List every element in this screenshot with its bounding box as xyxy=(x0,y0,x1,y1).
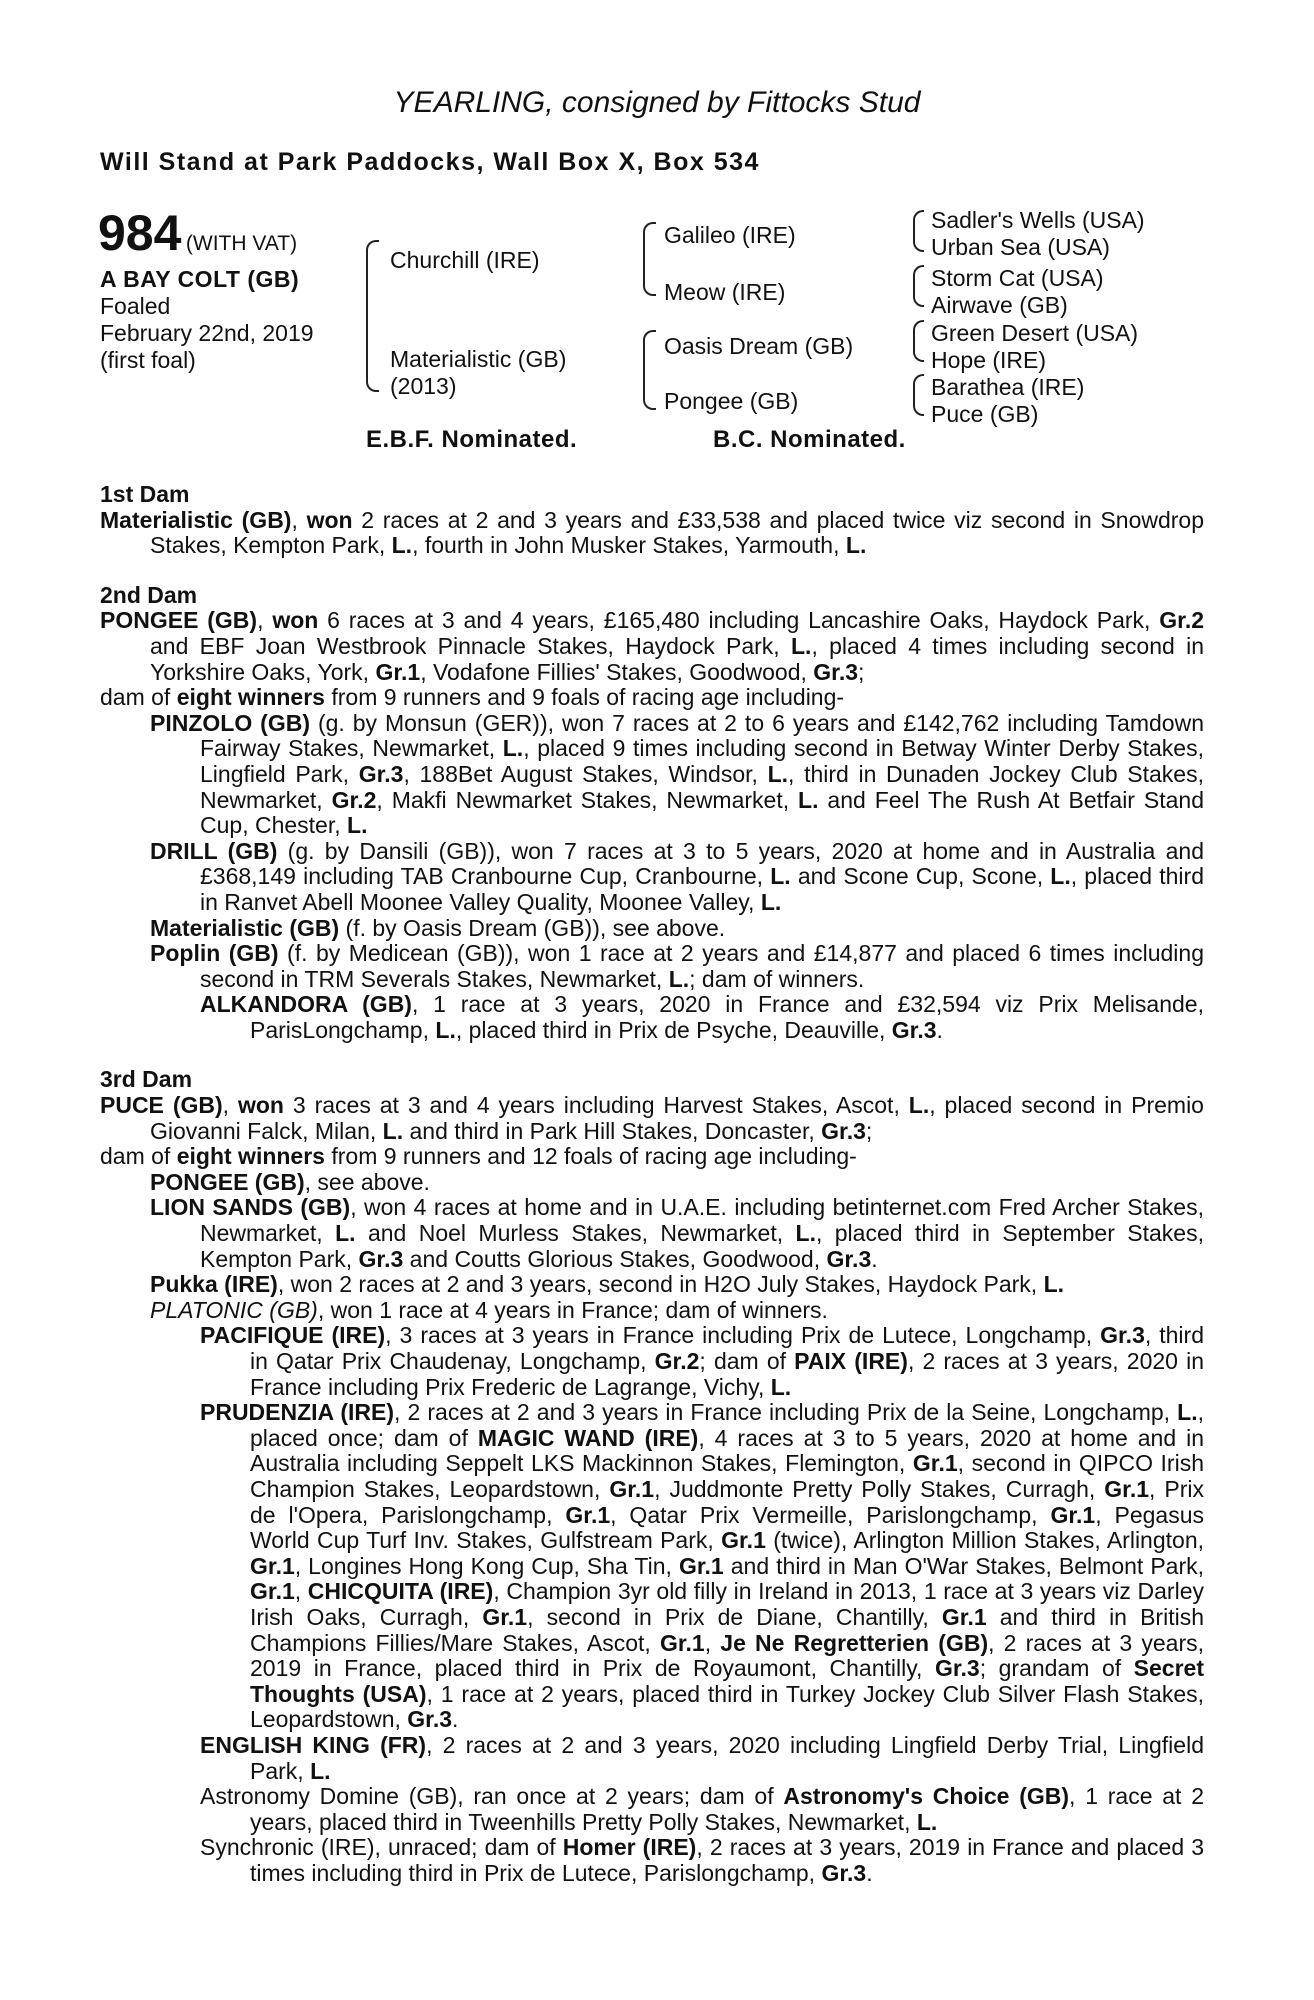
section-gap xyxy=(100,559,1204,583)
section-heading: 2nd Dam xyxy=(100,581,198,608)
ped-sire-dam: Meow (IRE) xyxy=(664,279,786,305)
ped-g3-1: Sadler's Wells (USA) xyxy=(931,207,1145,233)
foal-note: (first foal) xyxy=(100,347,196,373)
emphasis-run: L. xyxy=(798,786,819,813)
text-run: 3 races at 3 and 4 years including Harvest Stakes, Ascot, xyxy=(283,1092,909,1119)
text-run: , xyxy=(257,607,273,634)
emphasis-run: Astronomy's Choice (GB) xyxy=(783,1783,1070,1810)
emphasis-run: L. xyxy=(347,812,368,839)
text-run: dam of xyxy=(100,684,177,711)
lot-number-block xyxy=(98,205,298,261)
text-run: (f. by Oasis Dream (GB)), see above. xyxy=(339,914,726,941)
emphasis-run: Gr.1 xyxy=(250,1552,295,1579)
text-run: . xyxy=(936,1016,943,1043)
ped-dam-sire: Oasis Dream (GB) xyxy=(664,333,854,359)
emphasis-run: L. xyxy=(760,888,782,915)
emphasis-run: PINZOLO (GB) xyxy=(150,709,310,736)
emphasis-run: L. xyxy=(1050,863,1071,890)
ped-g3-5: Green Desert (USA) xyxy=(931,320,1139,346)
text-run: , 1 race at 2 years, placed third in Tweenhills Pretty Polly Stakes, Newmarket, xyxy=(250,1783,1204,1835)
bracket-g3-4 xyxy=(913,374,924,416)
text-run: , third in Dunaden Jockey Club Stakes, Newmarket, xyxy=(200,760,1204,813)
ped-sire: Churchill (IRE) xyxy=(390,247,540,273)
emphasis-run: ALKANDORA (GB) xyxy=(200,991,412,1018)
emphasis-run: L. xyxy=(790,632,812,659)
lot-title: A BAY COLT (GB) xyxy=(100,266,300,292)
emphasis-run: Gr.3 xyxy=(813,658,859,685)
lot-number: 984 xyxy=(98,205,182,261)
text-run: ; grandam of xyxy=(979,1655,1134,1682)
emphasis-run: Gr.1 xyxy=(912,1450,958,1477)
emphasis-run: Gr.1 xyxy=(721,1527,766,1554)
emphasis-run: Gr.2 xyxy=(654,1348,700,1374)
record-paragraph xyxy=(100,1784,1204,1835)
emphasis-run: Gr.3 xyxy=(891,1016,937,1043)
emphasis-run: won xyxy=(237,1092,284,1119)
text-run: (g. by Monsun (GER)), won 7 races at 2 to 6 years and £142,762 including Tamdown Fairway Stakes, Newmarket, xyxy=(200,709,1204,762)
text-run: ; xyxy=(858,658,865,685)
record-paragraph xyxy=(100,685,1204,711)
emphasis-run: Gr.3 xyxy=(826,1245,872,1272)
emphasis-run: PONGEE (GB) xyxy=(150,1168,305,1195)
emphasis-run: PLATONIC (GB) xyxy=(150,1296,318,1323)
text-run: , Pegasus World Cup Turf Inv. Stakes, Gulfstream Park, xyxy=(250,1501,1204,1554)
text-run: , xyxy=(291,506,307,533)
text-run: , third in Qatar Prix Chaudenay, Longchamp, xyxy=(250,1322,1204,1374)
emphasis-run: PAIX (IRE) xyxy=(794,1348,908,1374)
foaled-label: Foaled xyxy=(100,293,171,319)
emphasis-run: L. xyxy=(382,1117,404,1144)
emphasis-run: L. xyxy=(435,1016,456,1043)
text-run: and third in Man O'War Stakes, Belmont Park, xyxy=(723,1552,1204,1579)
text-run: , 188Bet August Stakes, Windsor, xyxy=(403,760,768,787)
emphasis-run: L. xyxy=(502,735,524,762)
emphasis-run: Je Ne Regretterien (GB) xyxy=(720,1629,989,1656)
emphasis-run: Homer (IRE) xyxy=(562,1834,697,1861)
emphasis-run: L. xyxy=(770,1373,792,1400)
foaled-date: February 22nd, 2019 xyxy=(100,320,314,346)
emphasis-run: L. xyxy=(310,1757,331,1784)
emphasis-run: Gr.1 xyxy=(1050,1501,1096,1528)
emphasis-run: Gr.2 xyxy=(1159,607,1205,634)
record-paragraph xyxy=(100,1400,1204,1733)
text-run: , 2 races at 3 years, 2019 in France and placed 3 times including third in Prix de Lutece, Parislongchamp, xyxy=(250,1834,1204,1886)
text-run: from 9 runners and 9 foals of racing age including- xyxy=(324,684,845,711)
text-run: and EBF Joan Westbrook Pinnacle Stakes, Haydock Park, xyxy=(150,632,791,659)
emphasis-run: Materialistic (GB) xyxy=(150,914,340,941)
text-run: and third in British Champions Fillies/Mare Stakes, Ascot, xyxy=(250,1603,1204,1656)
section-heading: 3rd Dam xyxy=(100,1066,193,1093)
text-run: ; dam of winners. xyxy=(689,965,865,992)
text-run: ; dam of xyxy=(699,1348,795,1374)
emphasis-run: Gr.1 xyxy=(941,1603,987,1630)
text-run: , placed once; dam of xyxy=(250,1399,1204,1451)
text-run: , see above. xyxy=(304,1168,430,1195)
text-run: , 1 race at 2 years, placed third in Turkey Jockey Club Silver Flash Stakes, Leopardstown, xyxy=(250,1680,1204,1733)
emphasis-run: L. xyxy=(770,863,791,890)
text-run: . xyxy=(871,1245,878,1272)
record-paragraph xyxy=(100,992,1204,1043)
text-run: , placed 9 times including second in Betway Winter Derby Stakes, Lingfield Park, xyxy=(200,735,1204,787)
text-run: , 3 races at 3 years in France including Prix de Lutece, Longchamp, xyxy=(385,1322,1101,1349)
text-run: , fourth in John Musker Stakes, Yarmouth, xyxy=(412,532,846,559)
emphasis-run: Gr.1 xyxy=(375,658,421,685)
record-paragraph xyxy=(100,1272,1204,1298)
bc-nomination: B.C. Nominated. xyxy=(713,426,906,453)
emphasis-run: PACIFIQUE (IRE) xyxy=(200,1322,386,1349)
text-run: , 4 races at 3 to 5 years, 2020 at home and in Australia including Seppelt LKS Mackinnon Stakes, Flemington, xyxy=(250,1424,1205,1477)
record-paragraph xyxy=(100,508,1204,559)
emphasis-run: Gr.3 xyxy=(1100,1322,1145,1349)
text-run: , second in Prix de Diane, Chantilly, xyxy=(527,1603,942,1630)
record-paragraph xyxy=(100,608,1204,685)
emphasis-run: L. xyxy=(1043,1271,1065,1298)
emphasis-run: Gr.1 xyxy=(1104,1475,1150,1502)
text-run: , placed second in Premio Giovanni Falck, Milan, xyxy=(150,1092,1204,1144)
emphasis-run: Gr.1 xyxy=(678,1552,724,1579)
emphasis-run: PRUDENZIA (IRE) xyxy=(200,1399,395,1426)
emphasis-run: won xyxy=(306,506,353,533)
emphasis-run: L. xyxy=(1177,1399,1198,1426)
emphasis-run: MAGIC WAND (IRE) xyxy=(477,1424,699,1451)
emphasis-run: L. xyxy=(908,1092,930,1119)
emphasis-run: L. xyxy=(668,965,690,992)
text-run: and third in Park Hill Stakes, Doncaster, xyxy=(403,1117,822,1144)
text-run: , 2 races at 3 years, 2019 in France, placed third in Prix de Royaumont, Chantilly, xyxy=(250,1629,1205,1682)
emphasis-run: PONGEE (GB) xyxy=(100,607,258,634)
text-run: , xyxy=(222,1092,238,1119)
bracket-g3-2 xyxy=(913,265,924,307)
text-run: , placed third in Prix de Psyche, Deauville, xyxy=(455,1016,892,1043)
location-line: Will Stand at Park Paddocks, Wall Box X, Box 534 xyxy=(100,148,760,176)
emphasis-run: Pukka (IRE) xyxy=(150,1271,278,1298)
record-paragraph xyxy=(100,839,1204,916)
emphasis-run: L. xyxy=(795,1220,816,1247)
emphasis-run: L. xyxy=(335,1220,356,1247)
text-run: , xyxy=(294,1578,308,1605)
text-run: , placed third in September Stakes, Kempton Park, xyxy=(200,1220,1204,1272)
text-run: , 2 races at 2 and 3 years in France including Prix de la Seine, Longchamp, xyxy=(394,1399,1178,1426)
emphasis-run: won xyxy=(272,607,319,634)
record-paragraph xyxy=(100,1323,1204,1400)
text-run: and Coutts Glorious Stakes, Goodwood, xyxy=(403,1245,827,1272)
text-run: from 9 runners and 12 foals of racing age including- xyxy=(324,1143,857,1170)
ped-dam-dam: Pongee (GB) xyxy=(664,388,799,414)
ped-dam-year: (2013) xyxy=(390,373,457,399)
text-run: (g. by Dansili (GB)), won 7 races at 3 to 5 years, 2020 at home and in Australia and £368,149 including TAB Cranbourne Cup, Cranbourne, xyxy=(200,837,1204,890)
emphasis-run: Materialistic (GB) xyxy=(100,506,292,533)
text-run: , 2 races at 3 years, 2020 in France including Prix Frederic de Lagrange, Vichy, xyxy=(250,1348,1205,1400)
record-paragraph xyxy=(100,711,1204,839)
ped-g3-4: Airwave (GB) xyxy=(931,292,1068,318)
text-run: 2 races at 2 and 3 years and £33,538 and placed twice viz second in Snowdrop Stakes, Kempton Park, xyxy=(150,506,1205,559)
text-run: , second in QIPCO Irish Champion Stakes, Leopardstown, xyxy=(250,1450,1204,1502)
ped-g3-8: Puce (GB) xyxy=(931,401,1039,427)
record-paragraph xyxy=(100,1093,1204,1144)
text-run: , Champion 3yr old filly in Ireland in 2013, 1 race at 3 years viz Darley Irish Oaks, Curragh, xyxy=(250,1578,1204,1630)
text-run: and Scone Cup, Scone, xyxy=(790,863,1051,890)
bracket-dam-parents xyxy=(643,330,656,410)
record-paragraph xyxy=(100,1170,1204,1196)
text-run: . xyxy=(452,1706,459,1733)
emphasis-run: CHICQUITA (IRE) xyxy=(307,1578,494,1605)
ped-g3-6: Hope (IRE) xyxy=(931,347,1047,373)
text-run: , placed third in Ranvet Abell Moonee Valley Quality, Moonee Valley, xyxy=(200,863,1204,915)
text-run: , Qatar Prix Vermeille, Parislongchamp, xyxy=(610,1501,1051,1528)
section-gap xyxy=(100,1043,1204,1067)
emphasis-run: Poplin (GB) xyxy=(150,940,279,967)
text-run: , won 2 races at 2 and 3 years, second in H2O July Stakes, Haydock Park, xyxy=(277,1271,1044,1298)
record-paragraph xyxy=(100,1144,1204,1170)
emphasis-run: Gr.3 xyxy=(934,1655,980,1682)
text-run: and Feel The Rush At Betfair Stand Cup, Chester, xyxy=(200,786,1204,839)
emphasis-run: L. xyxy=(916,1808,938,1835)
text-run: , won 1 race at 4 years in France; dam of winners. xyxy=(317,1296,828,1323)
record-paragraph xyxy=(100,916,1204,942)
text-run: , Makfi Newmarket Stakes, Newmarket, xyxy=(376,786,799,813)
emphasis-run: LION SANDS (GB) xyxy=(150,1194,351,1221)
bracket-g3-1 xyxy=(913,210,924,252)
emphasis-run: Gr.1 xyxy=(482,1603,528,1630)
emphasis-run: DRILL (GB) xyxy=(150,837,278,864)
text-run: 6 races at 3 and 4 years, £165,480 including Lancashire Oaks, Haydock Park, xyxy=(318,607,1160,634)
bracket-sire-parents xyxy=(643,222,656,296)
record-paragraph xyxy=(100,1298,1204,1324)
emphasis-run: Gr.2 xyxy=(331,786,377,813)
ebf-nomination: E.B.F. Nominated. xyxy=(366,426,578,453)
record-paragraph xyxy=(100,941,1204,992)
emphasis-run: Secret Thoughts (USA) xyxy=(250,1655,1204,1707)
text-run: (f. by Medicean (GB)), won 1 race at 2 years and £14,877 and placed 6 times including second in TRM Severals Stakes, Newmarket, xyxy=(200,940,1204,992)
text-run: Astronomy Domine (GB), ran once at 2 years; dam of xyxy=(200,1783,784,1810)
text-run: . xyxy=(866,1859,873,1886)
text-run: and Noel Murless Stakes, Newmarket, xyxy=(355,1220,796,1247)
emphasis-run: PUCE (GB) xyxy=(100,1092,223,1119)
ped-g3-3: Storm Cat (USA) xyxy=(931,265,1104,291)
bracket-sire-dam xyxy=(366,240,379,392)
emphasis-run: L. xyxy=(845,532,867,559)
consignment-line: YEARLING, consigned by Fittocks Stud xyxy=(393,86,921,119)
emphasis-run: Gr.3 xyxy=(407,1706,453,1733)
emphasis-run: Gr.1 xyxy=(565,1501,611,1528)
text-run: Synchronic (IRE), unraced; dam of xyxy=(200,1834,563,1861)
emphasis-run: Gr.1 xyxy=(659,1629,705,1656)
text-run: , xyxy=(704,1629,721,1656)
section-heading: 1st Dam xyxy=(100,481,190,507)
ped-g3-2: Urban Sea (USA) xyxy=(931,234,1110,260)
emphasis-run: Gr.3 xyxy=(821,1859,867,1886)
record-paragraph xyxy=(100,1835,1204,1886)
text-run: , Longines Hong Kong Cup, Sha Tin, xyxy=(294,1552,679,1579)
emphasis-run: eight winners xyxy=(176,1143,325,1170)
emphasis-run: eight winners xyxy=(176,684,325,711)
text-run: , Juddmonte Pretty Polly Stakes, Curragh, xyxy=(654,1475,1105,1502)
text-run: , won 4 races at home and in U.A.E. including betinternet.com Fred Archer Stakes, Newmarket, xyxy=(200,1194,1204,1247)
text-run: , placed 4 times including second in Yorkshire Oaks, York, xyxy=(150,632,1204,685)
text-run: , 2 races at 2 and 3 years, 2020 including Lingfield Derby Trial, Lingfield Park, xyxy=(250,1731,1204,1784)
ped-dam: Materialistic (GB) xyxy=(390,346,567,372)
emphasis-run: L. xyxy=(767,760,789,787)
text-run: , Prix de l'Opera, Parislongchamp, xyxy=(250,1475,1204,1528)
emphasis-run: Gr.1 xyxy=(250,1578,295,1605)
vat-note: (WITH VAT) xyxy=(185,232,298,255)
text-run: dam of xyxy=(100,1143,177,1170)
emphasis-run: Gr.1 xyxy=(609,1475,655,1502)
text-run: , 1 race at 3 years, 2020 in France and £32,594 viz Prix Melisande, ParisLongchamp, xyxy=(250,991,1204,1043)
record-paragraph xyxy=(100,1733,1204,1784)
ped-g3-7: Barathea (IRE) xyxy=(931,374,1085,400)
text-run: ; xyxy=(865,1117,873,1144)
text-run: , Vodafone Fillies' Stakes, Goodwood, xyxy=(420,658,814,685)
bracket-g3-3 xyxy=(913,320,924,362)
lot-info xyxy=(100,266,314,374)
emphasis-run: Gr.3 xyxy=(821,1117,866,1144)
catalogue-text xyxy=(100,482,1204,1886)
record-paragraph xyxy=(100,1195,1204,1272)
emphasis-run: Gr.3 xyxy=(358,1245,404,1272)
text-run: (twice), Arlington Million Stakes, Arlington, xyxy=(765,1527,1204,1554)
emphasis-run: L. xyxy=(391,532,413,559)
ped-sire-sire: Galileo (IRE) xyxy=(664,222,796,248)
emphasis-run: ENGLISH KING (FR) xyxy=(200,1731,427,1758)
emphasis-run: Gr.3 xyxy=(358,760,404,787)
